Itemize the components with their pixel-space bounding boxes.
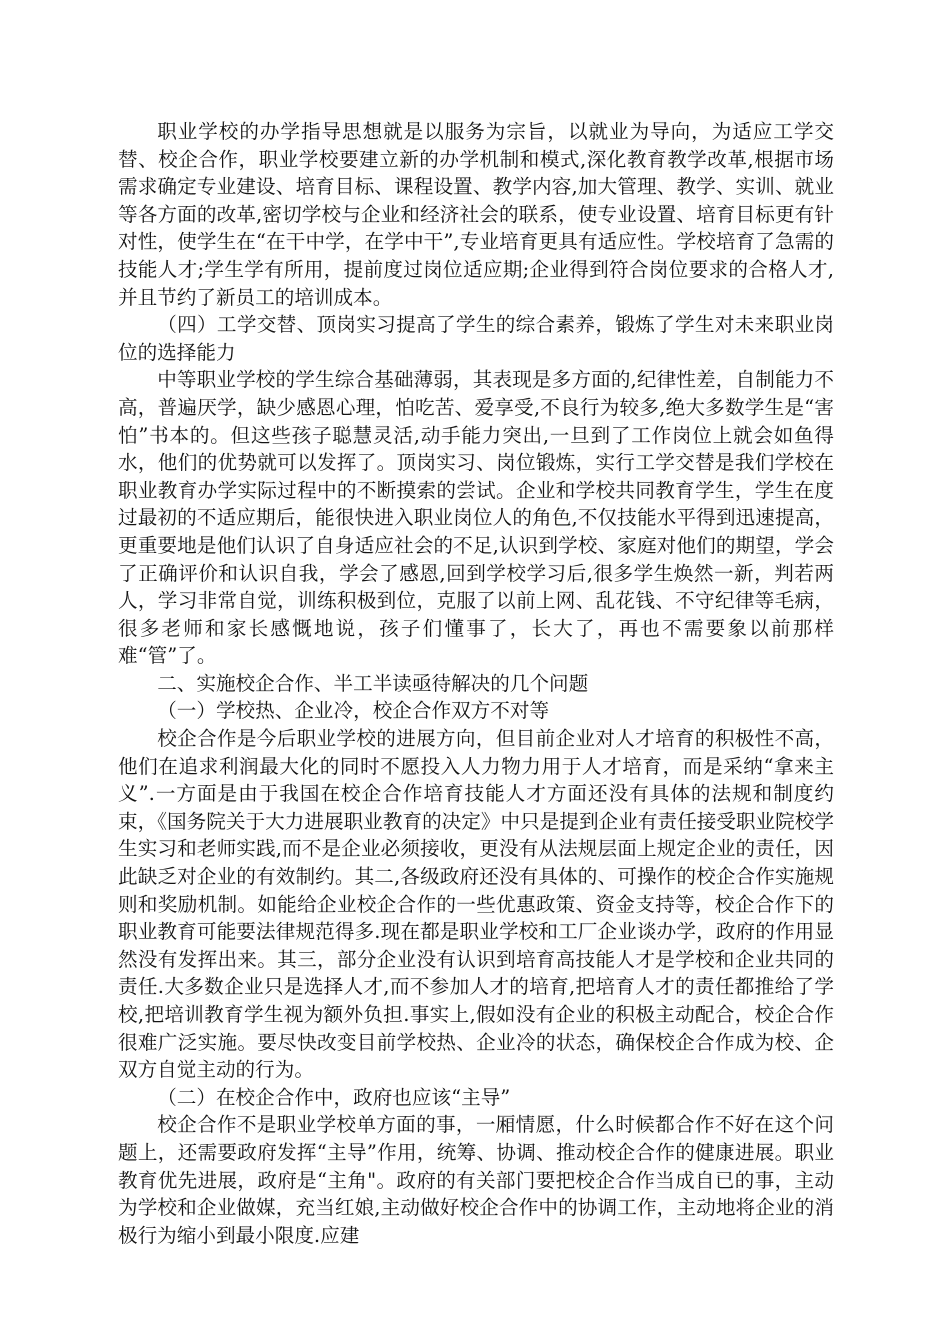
paragraph-school-philosophy: 职业学校的办学指导思想就是以服务为宗旨，以就业为导向，为适应工学交替、校企合作，职业学校要建立新的办学机制和模式,深化教育教学改革,根据市场需求确定专业建设、培育目标、课程设置、教学内容,加大管理、教学、实训、就业等各方面的改革,密切学校与企业和经济社会的联系，使专业设置、培育目标更有针对性，使学生在“在干中学，在学中干”,专业培育更具有适应性。学校培育了急需的技能人才;学生学有所用，提前度过岗位适应期;企业得到符合岗位要求的合格人才,并且节约了新员工的培训成本。: [118, 120, 834, 309]
subsection-heading-one: （一）学校热、企业冷，校企合作双方不对等: [157, 699, 550, 723]
paragraph-student-qualities: 中等职业学校的学生综合基础薄弱，其表现是多方面的,纪律性差，自制能力不高，普遍厌学，缺少感恩心理，怕吃苦、爱享受,不良行为较多,绝大多数学生是“害怕”书本的。但这些孩子聪慧灵活,动手能力突出,一旦到了工作岗位上就会如鱼得水，他们的优势就可以发挥了。顶岗实习、岗位锻炼，实行工学交替是我们学校在职业教育办学实际过程中的不断摸索的尝试。企业和学校共同教育学生，学生在度过最初的不适应期后，能很快进入职业岗位人的角色,不仅技能水平得到迅速提高，更重要地是他们认识了自身适应社会的不足,认识到学校、家庭对他们的期望，学会了正确评价和认识自我，学会了感恩,回到学校学习后,很多学生焕然一新，判若两人，学习非常自觉，训练积极到位，克服了以前上网、乱花钱、不守纪律等毛病，很多老师和家长感慨地说，孩子们懂事了，长大了，再也不需要象以前那样难“管”了。: [118, 368, 834, 668]
paragraph-enterprise-cooperation: 校企合作是今后职业学校的进展方向，但目前企业对人才培育的积极性不高，他们在追求利润最大化的同时不愿投入人力物力用于人才培育，而是采纳“拿来主义”.一方面是由于我国在校企合作培育技能人才方面还没有具体的法规和制度约束，《国务院关于大力进展职业教育的决定》中只是提到企业有责任接受职业院校学生实习和老师实践,而不是企业必须接收，更没有从法规层面上规定企业的责任，因此缺乏对企业的有效制约。其二,各级政府还没有具体的、可操作的校企合作实施规则和奖励机制。如能给企业校企合作的一些优惠政策、资金支持等，校企合作下的职业教育可能要法律规范得多.现在都是职业学校和工厂企业谈办学，政府的作用显然没有发挥出来。其三，部分企业没有认识到培育高技能人才是学校和企业共同的责任.大多数企业只是选择人才,而不参加人才的培育,把培育人才的责任都推给了学校,把培训教育学生视为额外负担.事实上,假如没有企业的积极主动配合，校企合作很难广泛实施。要尽快改变目前学校热、企业冷的状态，确保校企合作成为校、企双方自觉主动的行为。: [118, 727, 834, 1082]
paragraph-government-role: 校企合作不是职业学校单方面的事，一厢情愿，什么时候都合作不好在这个问题上，还需要政府发挥“主导”作用，统筹、协调、推动校企合作的健康进展。职业教育优先进展，政府是“主角"。政府的有关部门要把校企合作当成自已的事，主动为学校和企业做媒，充当红娘,主动做好校企合作中的协调工作，主动地将企业的消极行为缩小到最小限度.应建: [118, 1113, 834, 1247]
subsection-heading-two: （二）在校企合作中，政府也应该“主导”: [157, 1085, 511, 1109]
document-page: [118, 118, 834, 1249]
section-heading-four: （四）工学交替、顶岗实习提高了学生的综合素养，锻炼了学生对未来职业岗位的选择能力: [118, 313, 834, 364]
section-heading-two: 二、实施校企合作、半工半读亟待解决的几个问题: [157, 671, 589, 695]
